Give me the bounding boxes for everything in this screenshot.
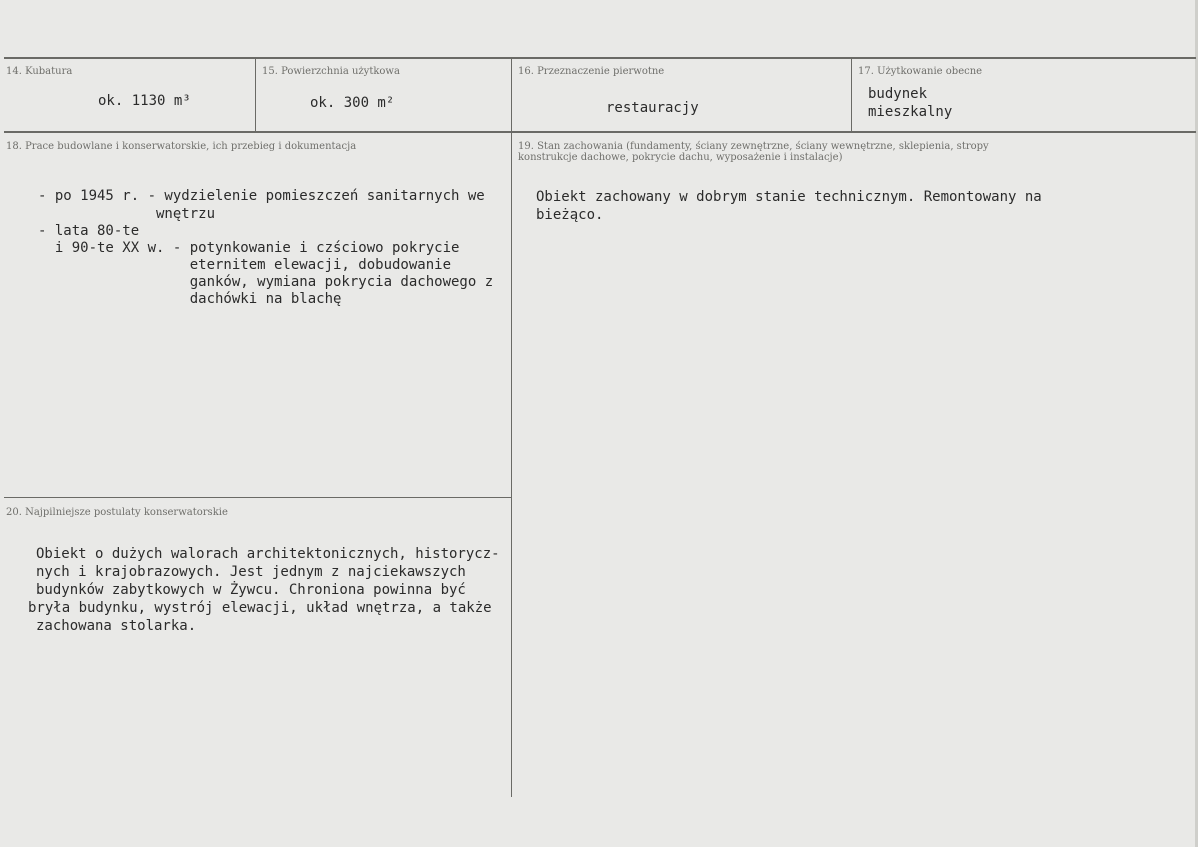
field-16-value: restauracjy [606,100,699,116]
field-15-label: 15. Powierzchnia użytkowa [262,66,400,77]
field-18-line-6: ganków, wymiana pokrycia dachowego z [38,274,494,290]
field-18-line-1: - po 1945 r. - wydzielenie pomieszczeń sanitarnych we [38,188,485,204]
section20-rule [4,497,511,498]
divider-14-15 [255,59,256,131]
divider-15-16 [511,59,512,797]
field-19-line-1: Obiekt zachowany w dobrym stanie technicznym. Remontowany na [536,189,1042,205]
field-17-value-line-1: budynek [868,86,928,102]
field-19-label-line-2: konstrukcje dachowe, pokrycie dachu, wyposażenie i instalacje) [518,152,843,163]
field-16-label: 16. Przeznaczenie pierwotne [518,66,665,77]
field-19-line-2: bieżąco. [536,207,604,223]
field-20-line-5: zachowana stolarka. [36,618,197,634]
field-20-line-1: Obiekt o dużych walorach architektonicznych, historycz- [36,546,500,562]
field-19-label-line-1: 19. Stan zachowania (fundamenty, ściany zewnętrzne, ściany wewnętrzne, sklepienia, stropy [518,141,989,152]
field-14-label: 14. Kubatura [6,66,73,77]
divider-16-17 [851,59,852,131]
field-18-line-3: - lata 80-te [38,223,140,239]
field-18-label: 18. Prace budowlane i konserwatorskie, ich przebieg i dokumentacja [6,141,357,152]
top-rule [4,57,1196,59]
field-20-line-3: budynków zabytkowych w Żywcu. Chroniona powinna być [36,582,466,598]
field-20-line-4: bryła budynku, wystrój elewacji, układ wnętrza, a także [28,600,492,616]
field-18-line-4: i 90-te XX w. - potynkowanie i czściowo pokrycie [38,240,460,256]
field-17-value-line-2: mieszkalny [868,104,953,120]
row1-rule [4,131,1196,133]
field-18-line-5: eternitem elewacji, dobudowanie [38,257,452,273]
field-17-label: 17. Użytkowanie obecne [858,66,983,77]
field-18-line-7: dachówki na blachę [38,291,342,307]
field-15-value: ok. 300 m² [310,95,395,111]
field-20-label: 20. Najpilniejsze postulaty konserwatorskie [6,507,228,518]
field-20-line-2: nych i krajobrazowych. Jest jednym z najciekawszych [36,564,466,580]
field-14-value: ok. 1130 m³ [98,93,191,109]
field-18-line-2: wnętrzu [38,206,216,222]
